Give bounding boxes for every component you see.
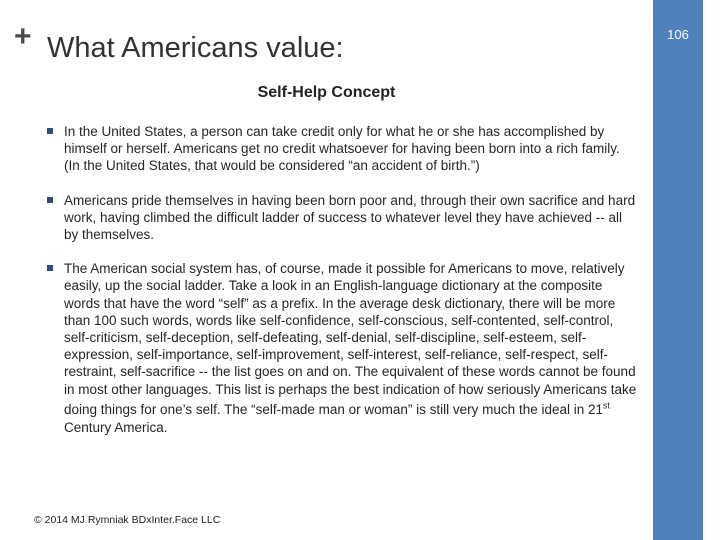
bullet-text: Americans pride themselves in having been born poor and, through their own sacrifice and hard work, having climbed the difficult ladder of success to whatever level they have achieved -- all by themselves. — [64, 192, 636, 243]
bullet-item — [47, 192, 637, 244]
copyright-footer: © 2014 MJ Rymniak BDxInter.Face LLC — [34, 514, 221, 526]
slide-subtitle: Self-Help Concept — [257, 84, 396, 101]
slide-number: 106 — [667, 27, 689, 42]
slide-title: What Americans value: — [47, 32, 344, 64]
bullet-text: In the United States, a person can take credit only for what he or she has accomplished by himself or herself. Americans get no credit whatsoever for having been born into a rich family. (In the United States, that would be considered “an accident of birth.”) — [64, 124, 620, 174]
square-bullet-icon — [47, 128, 53, 134]
square-bullet-icon — [47, 265, 53, 271]
bullet-item — [47, 260, 637, 436]
square-bullet-icon — [47, 197, 53, 203]
bullet-list — [47, 123, 637, 453]
plus-icon: + — [14, 20, 32, 53]
bullet-text: The American social system has, of course, made it possible for Americans to move, relatively easily, up the social ladder. Take a look in an English-language dictionary at the composite words that have the word “self” as a prefix. In the average desk dictionary, there will be more than 100 such words, words like self-confidence, self-conscious, self-contented, self-control, self-criticism, self-deception, self-defeating, self-denial, self-discipline, self-esteem, self-expression, self-importance, self-improvement, self-interest, self-reliance, self-respect, self-restraint, self-sacrifice -- the list goes on and on. The equivalent of these words cannot be found in most other languages. This list is perhaps the best indication of how seriously Americans take doing things for one’s self. The “self-made man or woman” is still very much the ideal in 21st Century America. — [64, 261, 637, 435]
slide-number-bar — [653, 0, 703, 540]
ordinal-suffix: st — [603, 400, 610, 411]
bullet-item — [47, 123, 637, 175]
